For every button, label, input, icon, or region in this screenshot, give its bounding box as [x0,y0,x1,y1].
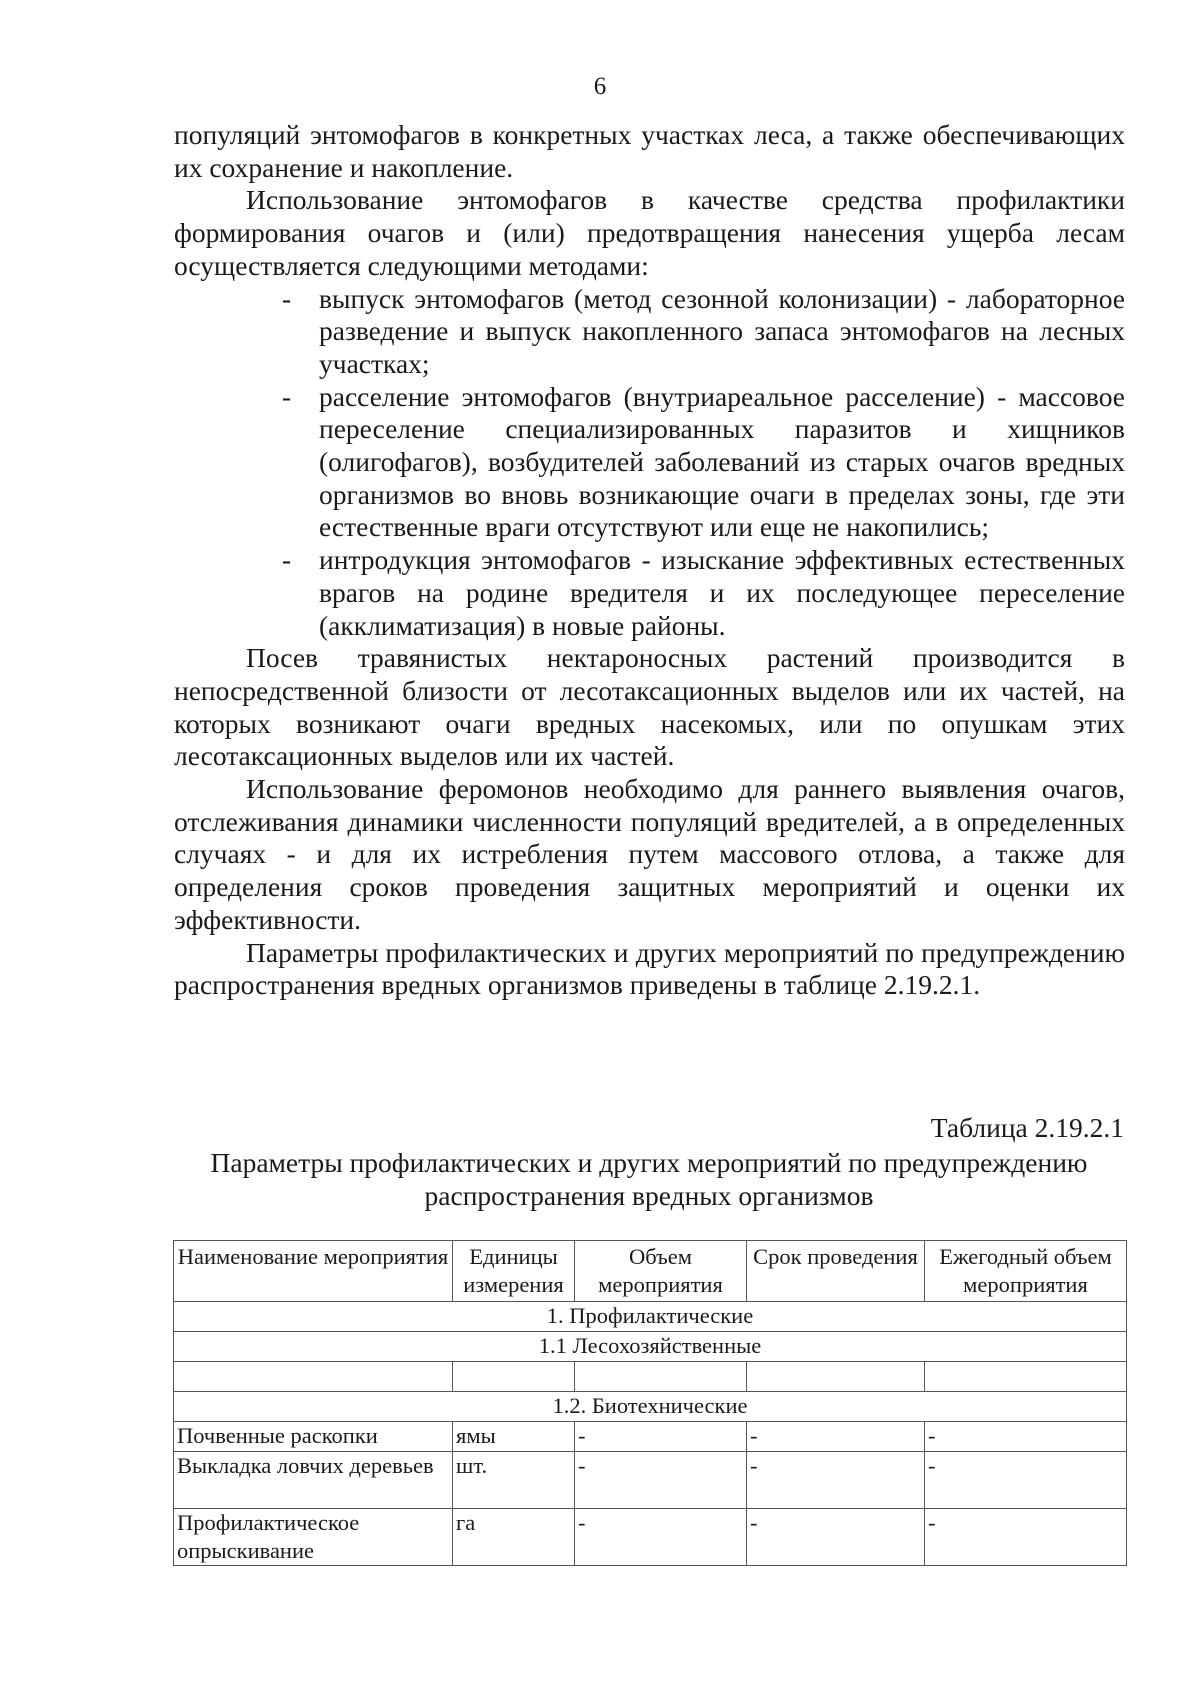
cell-unit: га [453,1509,575,1566]
header-annual: Ежегодный объем мероприятия [925,1241,1127,1302]
cell-name: Почвенные раскопки [174,1422,453,1452]
table-row [174,1422,1127,1452]
paragraph-entomophages-methods: Использование энтомофагов в качестве средства профилактики формирования очагов и (или) предотвращения нанесения ущерба лесам осуществляется следующими методами: [174,184,1125,281]
header-volume: Объем мероприятия [575,1241,747,1302]
body-text [174,119,1125,1002]
list-dash: - [282,544,292,576]
cell-annual: - [925,1509,1127,1566]
list-dash: - [282,282,292,314]
empty-cell [453,1362,575,1392]
paragraph-pheromones: Использование феромонов необходимо для раннего выявления очагов, отслеживания динамики численности популяций вредителей, а в определенных случаях - и для их истребления путем массового отлова, а также для определения сроков проведения защитных мероприятий и оценки их эффективности. [174,773,1125,935]
section-silvicultural: 1.1 Лесохозяйственные [174,1332,1127,1362]
empty-cell [747,1362,925,1392]
cell-annual: - [925,1452,1127,1509]
table-caption-number: Таблица 2.19.2.1 [930,1112,1124,1143]
header-name: Наименование мероприятия [174,1241,453,1302]
list-item [282,544,1125,642]
empty-cell [174,1362,453,1392]
cell-period: - [747,1452,925,1509]
table-title: Параметры профилактических и других мероприятий по предупреждению распространения вредных организмов [210,1147,1088,1211]
header-period: Срок проведения [747,1241,925,1302]
cell-volume: - [575,1422,747,1452]
header-unit: Единицы измерения [453,1241,575,1302]
empty-row [174,1362,1127,1392]
section-row [174,1332,1127,1362]
section-row [174,1302,1127,1332]
list-item-text: расселение энтомофагов (внутриареальное расселение) - массовое переселение специализированных паразитов и хищников (олигофагов), возбудителей заболеваний из старых очагов вредных организмов во вновь возникающие очаги в пределах зоны, где эти естественные враги отсутствуют или еще не накопились; [319,380,1125,543]
table-row [174,1509,1127,1566]
cell-name: Выкладка ловчих деревьев [174,1452,453,1509]
list-item [282,380,1125,545]
table-row [174,1452,1127,1509]
list-dash: - [282,380,292,412]
section-preventive: 1. Профилактические [174,1302,1127,1332]
cell-annual: - [925,1422,1127,1452]
page-number: 6 [593,73,607,100]
empty-cell [575,1362,747,1392]
list-item [282,282,1125,381]
cell-volume: - [575,1452,747,1509]
cell-name: Профилактическое опрыскивание [174,1509,453,1566]
list-item-text: интродукция энтомофагов - изыскание эффективных естественных врагов на родине вредителя и их последующее переселение (акклиматизация) в новые районы. [319,544,1125,641]
section-biotechnical: 1.2. Биотехнические [174,1392,1127,1422]
parameters-table [173,1240,1127,1566]
cell-unit: ямы [453,1422,575,1452]
paragraph-nectar-plants: Посев травянистых нектароносных растений производится в непосредственной близости от лесотаксационных выделов или их частей, на которых возникают очаги вредных насекомых, или по опушкам этих лесотаксационных выделов или их частей. [174,642,1125,772]
cell-period: - [747,1509,925,1566]
empty-cell [925,1362,1127,1392]
paragraph-continuation: популяций энтомофагов в конкретных участках леса, а также обеспечивающих их сохранение и накопление. [174,119,1125,183]
cell-unit: шт. [453,1452,575,1509]
paragraph-parameters-reference: Параметры профилактических и других мероприятий по предупреждению распространения вредных организмов приведены в таблице 2.19.2.1. [174,936,1125,1001]
list-item-text: выпуск энтомофагов (метод сезонной колонизации) - лабораторное разведение и выпуск накопленного запаса энтомофагов на лесных участках; [319,282,1125,379]
section-row [174,1392,1127,1422]
cell-volume: - [575,1509,747,1566]
table-header-row [174,1241,1127,1302]
methods-list [174,283,1125,643]
cell-period: - [747,1422,925,1452]
